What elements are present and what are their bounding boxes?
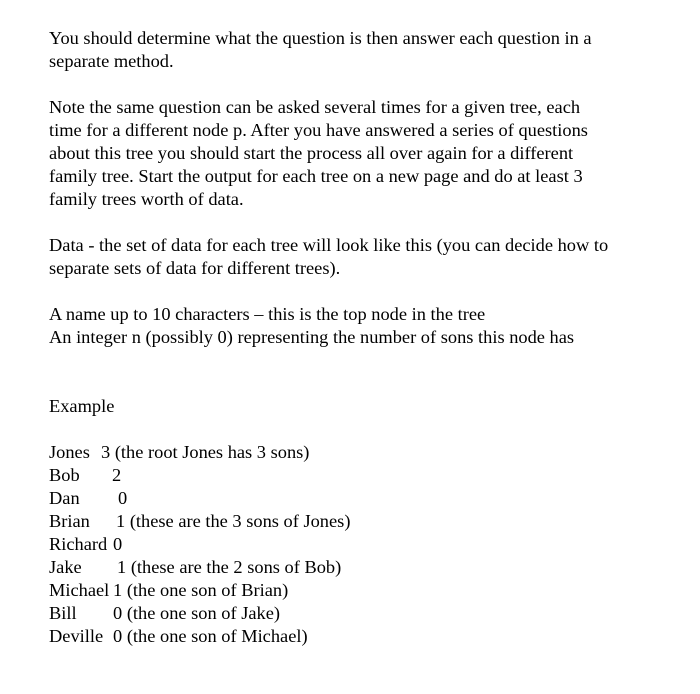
example-row-name: Brian (49, 511, 90, 531)
text-line: A name up to 10 characters – this is the top node in the tree (49, 304, 486, 324)
example-heading: Example (49, 396, 115, 416)
example-row-name: Jones (49, 442, 90, 462)
example-row-note: (these are the 3 sons of Jones) (129, 511, 351, 531)
text-line: Data - the set of data for each tree will look like this (you can decide how to (49, 235, 609, 255)
example-row (49, 533, 679, 556)
paragraph-gap (49, 211, 679, 234)
example-row-note: (the one son of Michael) (126, 626, 308, 646)
example-row-count: 1 (116, 511, 126, 531)
example-row-note: (the root Jones has 3 sons) (114, 442, 310, 462)
example-row-name: Dan (49, 488, 80, 508)
text-line: separate method. (49, 51, 174, 71)
example-row-name: Richard (49, 534, 108, 554)
example-rows (49, 441, 679, 648)
paragraph-gap (49, 73, 679, 96)
example-row-note: (these are the 2 sons of Bob) (130, 557, 342, 577)
paragraph-data-description (49, 234, 679, 280)
paragraph-note (49, 96, 679, 211)
example-row (49, 602, 679, 625)
example-row-note: (the one son of Brian) (126, 580, 289, 600)
example-row (49, 441, 679, 464)
example-row-count: 0 (113, 603, 123, 623)
example-row-count: 1 (117, 557, 127, 577)
example-row-name: Jake (49, 557, 82, 577)
text-line: about this tree you should start the process all over again for a different (49, 143, 574, 163)
text-line: family trees worth of data. (49, 189, 244, 209)
example-row-count: 3 (101, 442, 111, 462)
text-line: separate sets of data for different trees). (49, 258, 341, 278)
text-line: An integer n (possibly 0) representing the number of sons this node has (49, 327, 575, 347)
paragraph-format (49, 303, 679, 349)
paragraph-gap (49, 349, 679, 395)
example-row-name: Bill (49, 603, 77, 623)
text-line: family tree. Start the output for each tree on a new page and do at least 3 (49, 166, 583, 186)
paragraph-gap (49, 280, 679, 303)
example-row (49, 579, 679, 602)
example-row-count: 0 (118, 488, 128, 508)
example-row-name: Deville (49, 626, 104, 646)
example-row (49, 487, 679, 510)
example-row-count: 0 (113, 534, 123, 554)
example-row-name: Michael (49, 580, 110, 600)
text-line: You should determine what the question is then answer each question in a (49, 28, 592, 48)
text-line: time for a different node p. After you have answered a series of questions (49, 120, 588, 140)
example-row-count: 1 (113, 580, 123, 600)
paragraph-intro (49, 27, 679, 73)
paragraph-gap (49, 418, 679, 441)
example-row-count: 2 (112, 465, 122, 485)
document-page (49, 27, 679, 648)
example-row-note: (the one son of Jake) (126, 603, 281, 623)
text-line: Note the same question can be asked several times for a given tree, each (49, 97, 581, 117)
example-row (49, 464, 679, 487)
example-row-count: 0 (113, 626, 123, 646)
example-row (49, 510, 679, 533)
example-row (49, 625, 679, 648)
example-row (49, 556, 679, 579)
example-row-name: Bob (49, 465, 80, 485)
